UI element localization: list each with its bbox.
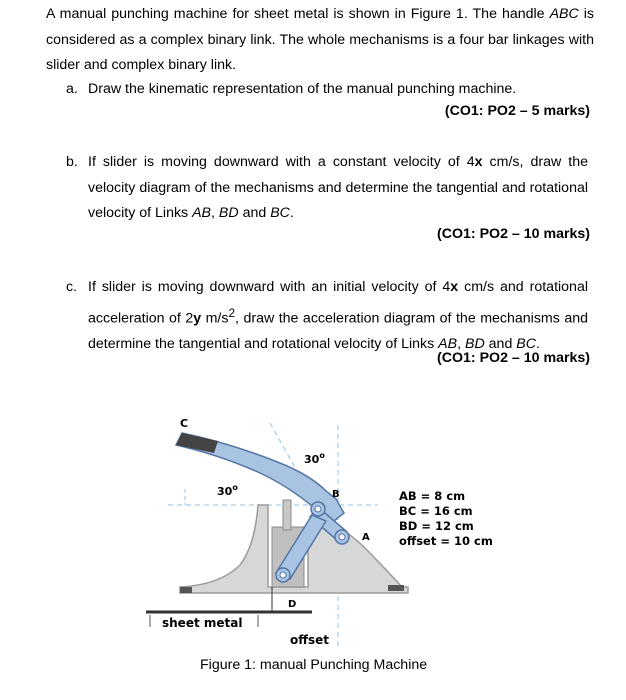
intro-text-end: is considered as a complex binary link. The whole mechanisms is a four bar linkages with slider and complex binary link. bbox=[46, 6, 594, 73]
joint-b-pin bbox=[315, 506, 321, 512]
question-a-text: Draw the kinematic representation of the manual punching machine. bbox=[88, 81, 517, 97]
joint-a-pin bbox=[339, 534, 345, 540]
question-b-letter: b. bbox=[66, 154, 78, 170]
punching-machine-figure bbox=[140, 405, 500, 655]
left-mount bbox=[180, 587, 192, 593]
joint-d-pin bbox=[280, 572, 286, 578]
right-mount bbox=[388, 585, 404, 591]
question-c-text: If slider is moving downward with an initial velocity of 4x cm/s and rotational acceleration of 2y $m/s^2$, draw the acceleration diagram of the mechanisms and determine the tangential and rotational velocity of Links AB, BD and BC. bbox=[88, 279, 588, 352]
question-a-marks: (CO1: PO2 – 5 marks) bbox=[444, 103, 590, 119]
dimension-offset: offset = 10 cm bbox=[399, 534, 493, 548]
intro-abc: ABC bbox=[549, 6, 579, 22]
dimension-ab: AB = 8 cm bbox=[399, 489, 466, 503]
label-b: B bbox=[332, 489, 340, 500]
question-c-marks: (CO1: PO2 – 10 marks) bbox=[437, 350, 590, 366]
label-angle-top: 30$^o$ bbox=[304, 451, 325, 466]
label-c: C bbox=[180, 417, 189, 430]
question-b-text: If slider is moving downward with a constant velocity of 4x cm/s, draw the velocity diagram of the mechanisms and determine the tangential and rotational velocity of Links AB, BD and BC. bbox=[88, 154, 588, 221]
label-d: D bbox=[288, 599, 297, 610]
intro-paragraph bbox=[46, 2, 594, 79]
slider-guide bbox=[283, 500, 291, 530]
question-a-letter: a. bbox=[66, 81, 78, 97]
dimension-bd: BD = 12 cm bbox=[399, 519, 474, 533]
intro-text: A manual punching machine for sheet metal is shown in Figure 1. The handle bbox=[46, 6, 550, 22]
label-angle-left: 30$^o$ bbox=[217, 483, 238, 498]
question-b-marks: (CO1: PO2 – 10 marks) bbox=[437, 226, 590, 242]
label-a: A bbox=[362, 532, 370, 543]
label-offset: offset bbox=[290, 633, 329, 647]
question-c-letter: c. bbox=[66, 279, 78, 295]
dimension-bc: BC = 16 cm bbox=[399, 504, 473, 518]
label-sheet-metal: sheet metal bbox=[162, 616, 243, 630]
figure-caption: Figure 1: manual Punching Machine bbox=[200, 657, 428, 673]
